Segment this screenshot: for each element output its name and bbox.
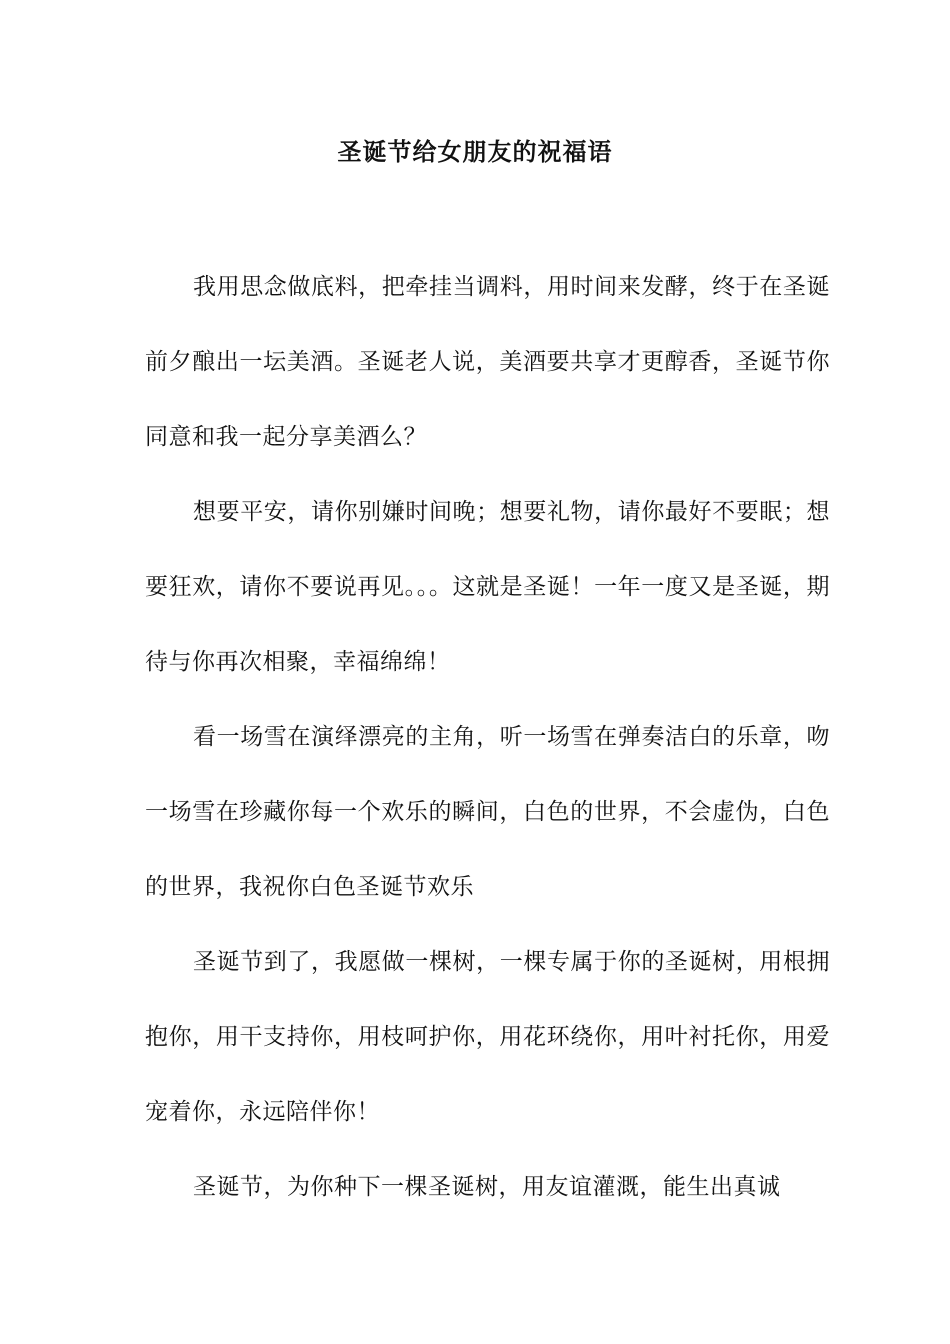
paragraph: 想要平安，请你别嫌时间晚；想要礼物，请你最好不要眠；想要狂欢，请你不要说再见。。。这就是圣诞！一年一度又是圣诞，期待与你再次相聚，幸福绵绵！ — [145, 499, 830, 675]
paragraph: 我用思念做底料，把牵挂当调料，用时间来发酵，终于在圣诞前夕酿出一坛美酒。圣诞老人说，美酒要共享才更醇香，圣诞节你同意和我一起分享美酒么？ — [145, 274, 830, 450]
paragraph: 圣诞节到了，我愿做一棵树，一棵专属于你的圣诞树，用根拥抱你，用干支持你，用枝呵护你，用花环绕你，用叶衬托你，用爱宠着你，永远陪伴你！ — [145, 949, 830, 1125]
paragraph: 看一场雪在演绎漂亮的主角，听一场雪在弹奏洁白的乐章，吻一场雪在珍藏你每一个欢乐的瞬间，白色的世界，不会虚伪，白色的世界，我祝你白色圣诞节欢乐 — [145, 724, 830, 900]
document-body — [145, 250, 830, 1225]
paragraph: 圣诞节，为你种下一棵圣诞树，用友谊灌溉，能生出真诚 — [193, 1174, 781, 1200]
document-title: 圣诞节给女朋友的祝福语 — [337, 137, 613, 166]
